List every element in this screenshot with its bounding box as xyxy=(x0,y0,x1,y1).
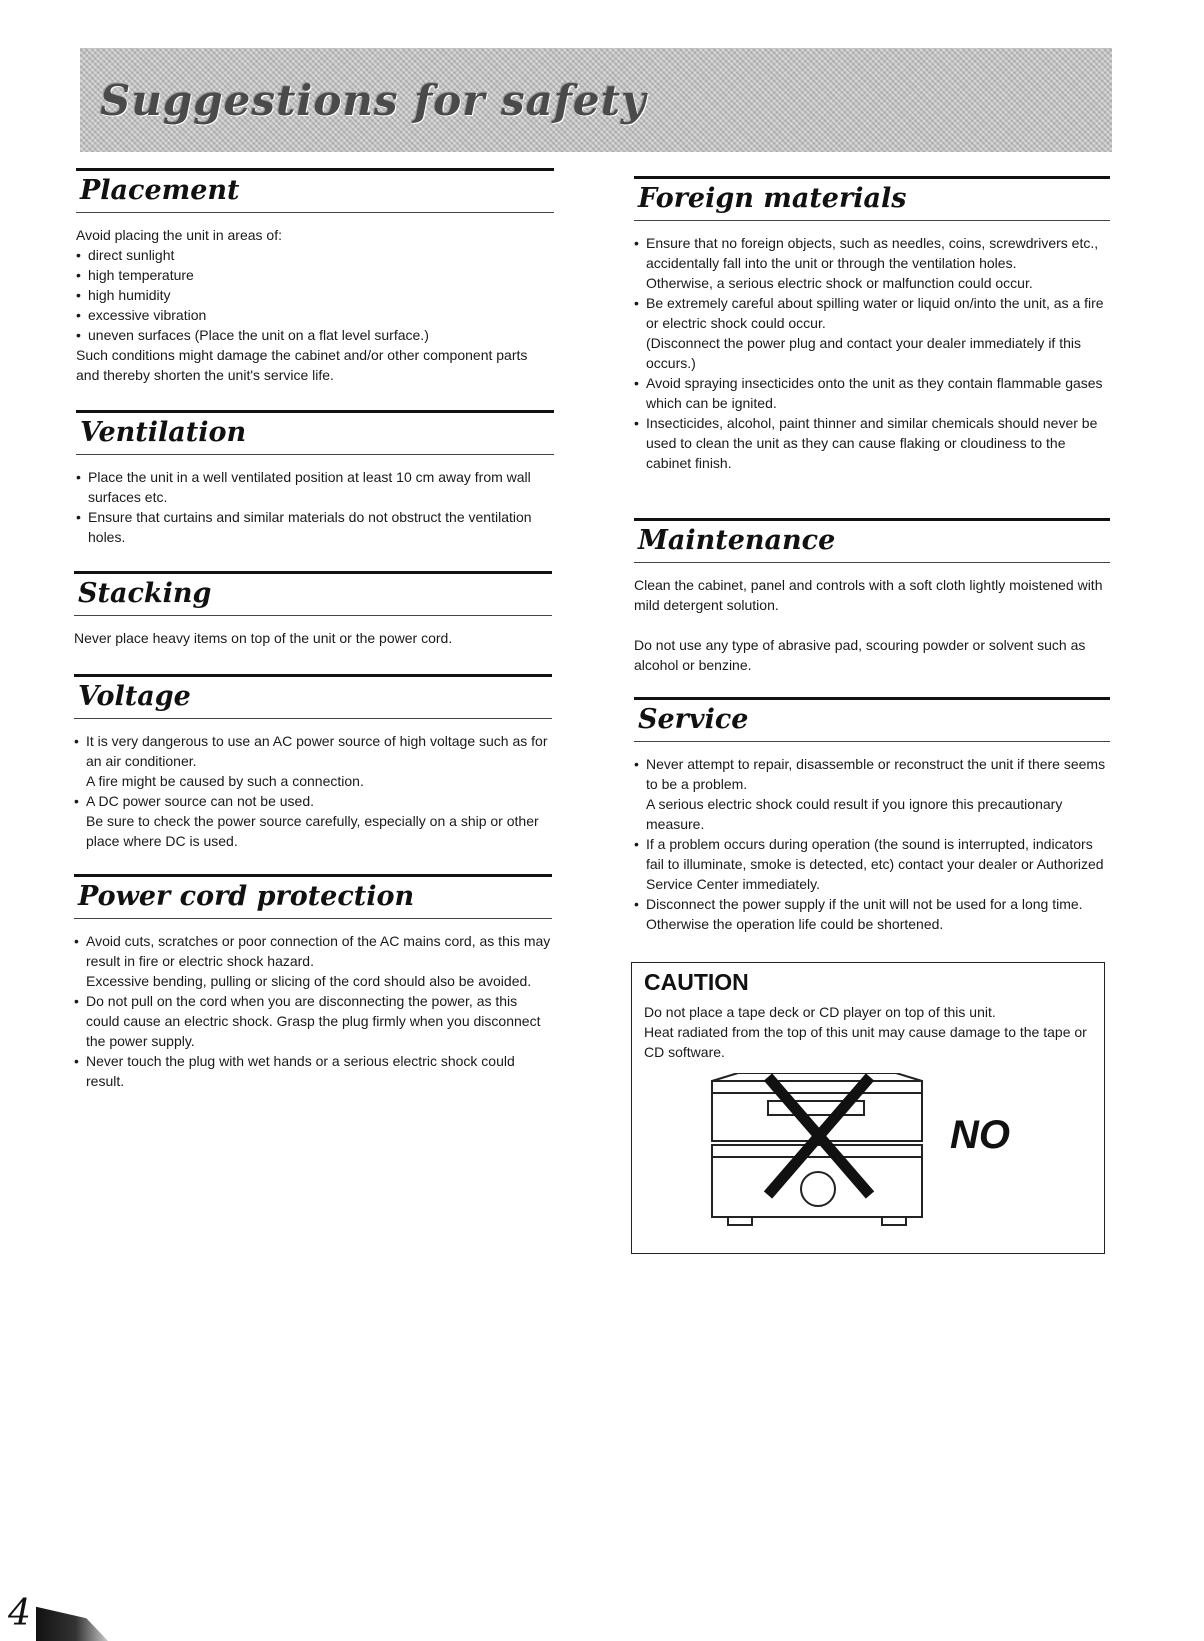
caution-title: CAUTION xyxy=(644,969,749,995)
ventilation-list xyxy=(76,467,554,547)
section-maintenance xyxy=(634,518,1110,675)
list-item-line: A serious electric shock could result if you ignore this precautionary measure. xyxy=(646,796,1063,833)
section-header xyxy=(76,410,554,455)
list-item: • direct sunlight xyxy=(76,245,554,265)
section-title: Placement xyxy=(80,175,240,206)
list-item-line: A fire might be caused by such a connection. xyxy=(86,773,364,790)
section-header xyxy=(634,518,1110,563)
list-item-line: • Do not pull on the cord when you are disconnecting the power, as this could cause an electric shock. Grasp the plug firmly when you disconnect the power supply. xyxy=(86,993,541,1050)
list-item-line: • Disconnect the power supply if the unit will not be used for a long time. Otherwise the operation life could be shortened. xyxy=(646,896,1083,933)
list-item: • uneven surfaces (Place the unit on a flat level surface.) xyxy=(76,325,554,345)
section-ventilation xyxy=(76,410,554,547)
list-item-line: • It is very dangerous to use an AC power source of high voltage such as for an air conditioner. xyxy=(86,733,548,770)
list-item xyxy=(74,931,552,991)
list-item-line: • Avoid spraying insecticides onto the unit as they contain flammable gases which can be ignited. xyxy=(646,375,1103,412)
list-item: • Place the unit in a well ventilated position at least 10 cm away from wall surfaces etc. xyxy=(76,467,554,507)
list-item-line: • Never attempt to repair, disassemble or reconstruct the unit if there seems to be a problem. xyxy=(646,756,1106,793)
list-item: • excessive vibration xyxy=(76,305,554,325)
list-item xyxy=(74,991,552,1051)
section-header xyxy=(74,674,552,719)
caution-text-2: Heat radiated from the top of this unit may cause damage to the tape or CD software. xyxy=(644,1024,1087,1060)
list-item-line: • Ensure that no foreign objects, such as needles, coins, screwdrivers etc., accidentally fall into the unit or through the ventilation holes. xyxy=(646,235,1099,272)
page-number: 4 xyxy=(8,1593,31,1634)
list-item-line: • Avoid cuts, scratches or poor connection of the AC mains cord, as this may result in fire or electric shock hazard. xyxy=(86,933,551,970)
section-title: Service xyxy=(638,704,749,735)
section-foreign-materials xyxy=(634,176,1110,473)
bottom-unit-icon xyxy=(712,1145,922,1225)
list-item xyxy=(634,413,1110,473)
list-item xyxy=(634,293,1110,373)
section-header xyxy=(634,176,1110,221)
placement-outro: Such conditions might damage the cabinet and/or other component parts and thereby shorten the unit's service life. xyxy=(76,347,528,384)
stacked-units-prohibited-illustration xyxy=(708,1073,928,1233)
maintenance-para-2: Do not use any type of abrasive pad, scouring powder or solvent such as alcohol or benzine. xyxy=(634,637,1086,674)
list-item xyxy=(634,233,1110,293)
section-header xyxy=(76,168,554,213)
voltage-list xyxy=(74,731,552,851)
list-item xyxy=(634,894,1110,934)
caution-text-1: Do not place a tape deck or CD player on top of this unit. xyxy=(644,1004,996,1020)
power-cord-list xyxy=(74,931,552,1091)
placement-list xyxy=(76,245,554,345)
section-header xyxy=(74,874,552,919)
list-item-line: • Be extremely careful about spilling water or liquid on/into the unit, as a fire or electric shock could occur. xyxy=(646,295,1104,332)
list-item-line: Otherwise, a serious electric shock or malfunction could occur. xyxy=(646,275,1033,292)
service-list xyxy=(634,754,1110,934)
section-title: Ventilation xyxy=(80,417,247,448)
foreign-list xyxy=(634,233,1110,473)
list-item: • high temperature xyxy=(76,265,554,285)
section-header xyxy=(634,697,1110,742)
list-item xyxy=(634,834,1110,894)
section-body xyxy=(76,225,554,385)
caution-body xyxy=(644,1002,1092,1062)
section-placement xyxy=(76,168,554,385)
list-item-line: • Never touch the plug with wet hands or a serious electric shock could result. xyxy=(86,1053,515,1090)
section-title: Power cord protection xyxy=(78,881,415,912)
section-title: Stacking xyxy=(78,578,212,609)
list-item: • Ensure that curtains and similar materials do not obstruct the ventilation holes. xyxy=(76,507,554,547)
no-label: NO xyxy=(950,1113,1010,1157)
caution-box xyxy=(631,962,1105,1254)
page-edge-tab xyxy=(36,1603,108,1641)
section-body xyxy=(634,575,1110,675)
page-title: Suggestions for safety xyxy=(100,76,647,125)
list-item-line: • A DC power source can not be used. xyxy=(86,793,315,810)
section-title: Maintenance xyxy=(638,525,836,556)
list-item-line: • If a problem occurs during operation (the sound is interrupted, indicators fail to illuminate, smoke is detected, etc) contact your dealer or Authorized Service Center immediately. xyxy=(646,836,1104,893)
section-title: Voltage xyxy=(78,681,191,712)
list-item xyxy=(634,754,1110,834)
list-item xyxy=(74,1051,552,1091)
section-title: Foreign materials xyxy=(638,183,907,214)
list-item: • high humidity xyxy=(76,285,554,305)
placement-intro: Avoid placing the unit in areas of: xyxy=(76,227,282,244)
list-item-line: Be sure to check the power source carefully, especially on a ship or other place where DC is used. xyxy=(86,813,539,850)
section-service xyxy=(634,697,1110,934)
section-header xyxy=(74,571,552,616)
list-item xyxy=(74,791,552,851)
maintenance-para-1: Clean the cabinet, panel and controls with a soft cloth lightly moistened with mild detergent solution. xyxy=(634,577,1103,614)
list-item xyxy=(634,373,1110,413)
section-voltage xyxy=(74,674,552,851)
list-item-line: Excessive bending, pulling or slicing of the cord should also be avoided. xyxy=(86,973,532,990)
stacking-text: Never place heavy items on top of the unit or the power cord. xyxy=(74,630,453,647)
section-power-cord xyxy=(74,874,552,1091)
list-item-line: (Disconnect the power plug and contact your dealer immediately if this occurs.) xyxy=(646,335,1081,372)
title-banner xyxy=(80,48,1112,152)
section-stacking xyxy=(74,571,552,648)
list-item xyxy=(74,731,552,791)
prohibited-cross-icon xyxy=(768,1077,870,1195)
list-item-line: • Insecticides, alcohol, paint thinner and similar chemicals should never be used to clean the unit as they can cause flaking or cloudiness to the cabinet finish. xyxy=(646,415,1098,472)
